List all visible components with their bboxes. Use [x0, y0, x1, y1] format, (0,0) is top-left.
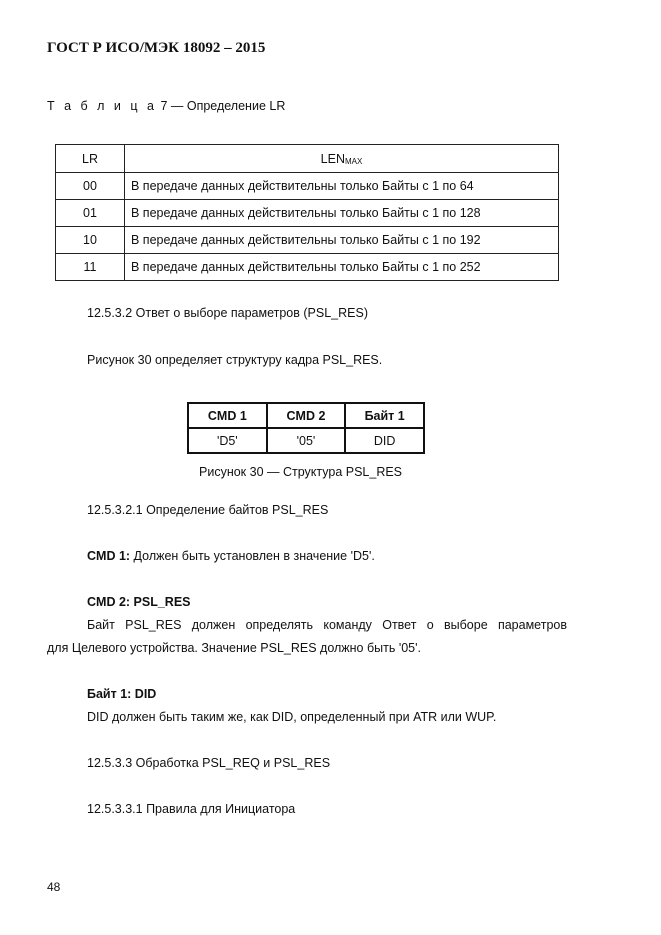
row-lr: 01	[56, 200, 125, 227]
cmd2-text-line2: для Целевого устройства. Значение PSL_RES должно быть '05'.	[47, 641, 421, 655]
row-lr: 00	[56, 173, 125, 200]
table-row	[56, 254, 559, 281]
row-desc: В передаче данных действительны только Байты с 1 по 192	[125, 227, 559, 254]
figure-header-cmd2: CMD 2	[267, 403, 346, 428]
figure-intro: Рисунок 30 определяет структуру кадра PSL_RES.	[87, 353, 383, 367]
row-lr: 10	[56, 227, 125, 254]
figure-value-byte1: DID	[345, 428, 424, 453]
cmd1-text: Должен быть установлен в значение 'D5'.	[130, 549, 375, 563]
header-len-sub: MAX	[344, 156, 363, 166]
section-12-5-3-3: 12.5.3.3 Обработка PSL_REQ и PSL_RES	[87, 756, 331, 770]
cmd1-definition	[87, 549, 375, 563]
document-header: ГОСТ Р ИСО/МЭК 18092 – 2015	[47, 40, 266, 56]
table-header-row	[56, 145, 559, 173]
row-desc: В передаче данных действительны только Байты с 1 по 252	[125, 254, 559, 281]
row-desc: В передаче данных действительны только Байты с 1 по 128	[125, 200, 559, 227]
table-caption-title: 7 — Определение LR	[156, 99, 286, 113]
figure-value-cmd2: '05'	[267, 428, 346, 453]
cmd2-text-line1: Байт PSL_RES должен определять команду Ответ о выборе параметров	[87, 618, 567, 632]
header-lenmax	[125, 145, 559, 173]
cmd2-label: CMD 2: PSL_RES	[87, 595, 191, 609]
figure-header-cmd1: CMD 1	[188, 403, 267, 428]
psl-res-frame-figure	[187, 402, 425, 454]
table-row	[56, 173, 559, 200]
section-12-5-3-2: 12.5.3.2 Ответ о выборе параметров (PSL_RES)	[87, 306, 368, 320]
table-row	[56, 200, 559, 227]
figure-value-cmd1: 'D5'	[188, 428, 267, 453]
page-number: 48	[47, 880, 61, 894]
lr-definition-table	[55, 144, 559, 281]
cmd1-label: CMD 1:	[87, 549, 131, 563]
byte1-text: DID должен быть таким же, как DID, определенный при ATR или WUP.	[87, 710, 497, 724]
header-len: LEN	[320, 151, 345, 166]
figure-header-row	[188, 403, 424, 428]
table-caption	[47, 99, 285, 113]
byte1-label: Байт 1: DID	[87, 687, 157, 701]
header-lr: LR	[56, 145, 125, 173]
section-12-5-3-2-1: 12.5.3.2.1 Определение байтов PSL_RES	[87, 503, 329, 517]
row-lr: 11	[56, 254, 125, 281]
figure-caption: Рисунок 30 — Структура PSL_RES	[199, 465, 403, 479]
table-caption-prefix: Т а б л и ц а	[47, 99, 157, 113]
figure-header-byte1: Байт 1	[345, 403, 424, 428]
table-row	[56, 227, 559, 254]
figure-value-row	[188, 428, 424, 453]
section-12-5-3-3-1: 12.5.3.3.1 Правила для Инициатора	[87, 802, 296, 816]
row-desc: В передаче данных действительны только Байты с 1 по 64	[125, 173, 559, 200]
